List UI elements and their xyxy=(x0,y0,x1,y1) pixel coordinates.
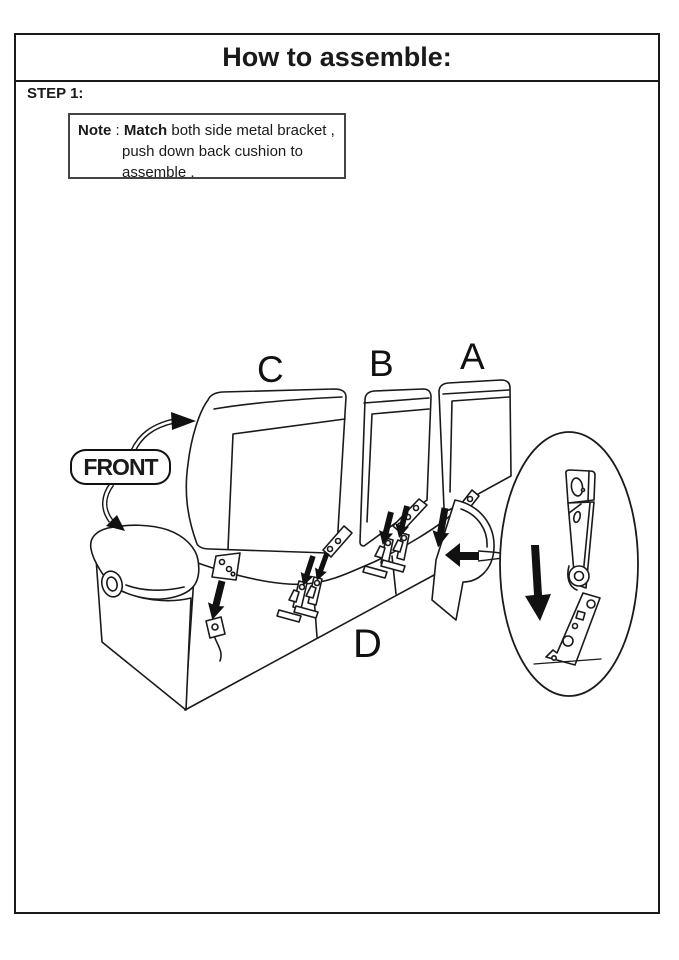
note-separator: : xyxy=(111,122,124,139)
note-line-3: assemble . xyxy=(122,164,195,181)
note-label: Note xyxy=(78,122,112,139)
label-cushion-c: C xyxy=(257,349,284,390)
note-emphasis: Match xyxy=(123,122,168,139)
front-label-bubble xyxy=(70,449,171,485)
note-line-1-rest: both side metal bracket , xyxy=(167,122,335,139)
label-base-d: D xyxy=(353,622,382,666)
left-armrest xyxy=(91,525,199,710)
back-cushion-c xyxy=(186,389,346,580)
front-arrow-up-icon xyxy=(171,412,196,430)
label-cushion-b: B xyxy=(369,343,394,384)
cushion-c-hinge-plate xyxy=(212,553,240,580)
page-title: How to assemble: xyxy=(222,42,452,72)
step-label: STEP 1: xyxy=(27,85,84,102)
label-cushion-a: A xyxy=(460,336,485,377)
front-label: FRONT xyxy=(83,453,158,480)
back-cushion-a xyxy=(439,380,511,519)
detail-callout xyxy=(500,432,638,696)
note-line-2: push down back cushion to xyxy=(122,143,303,160)
